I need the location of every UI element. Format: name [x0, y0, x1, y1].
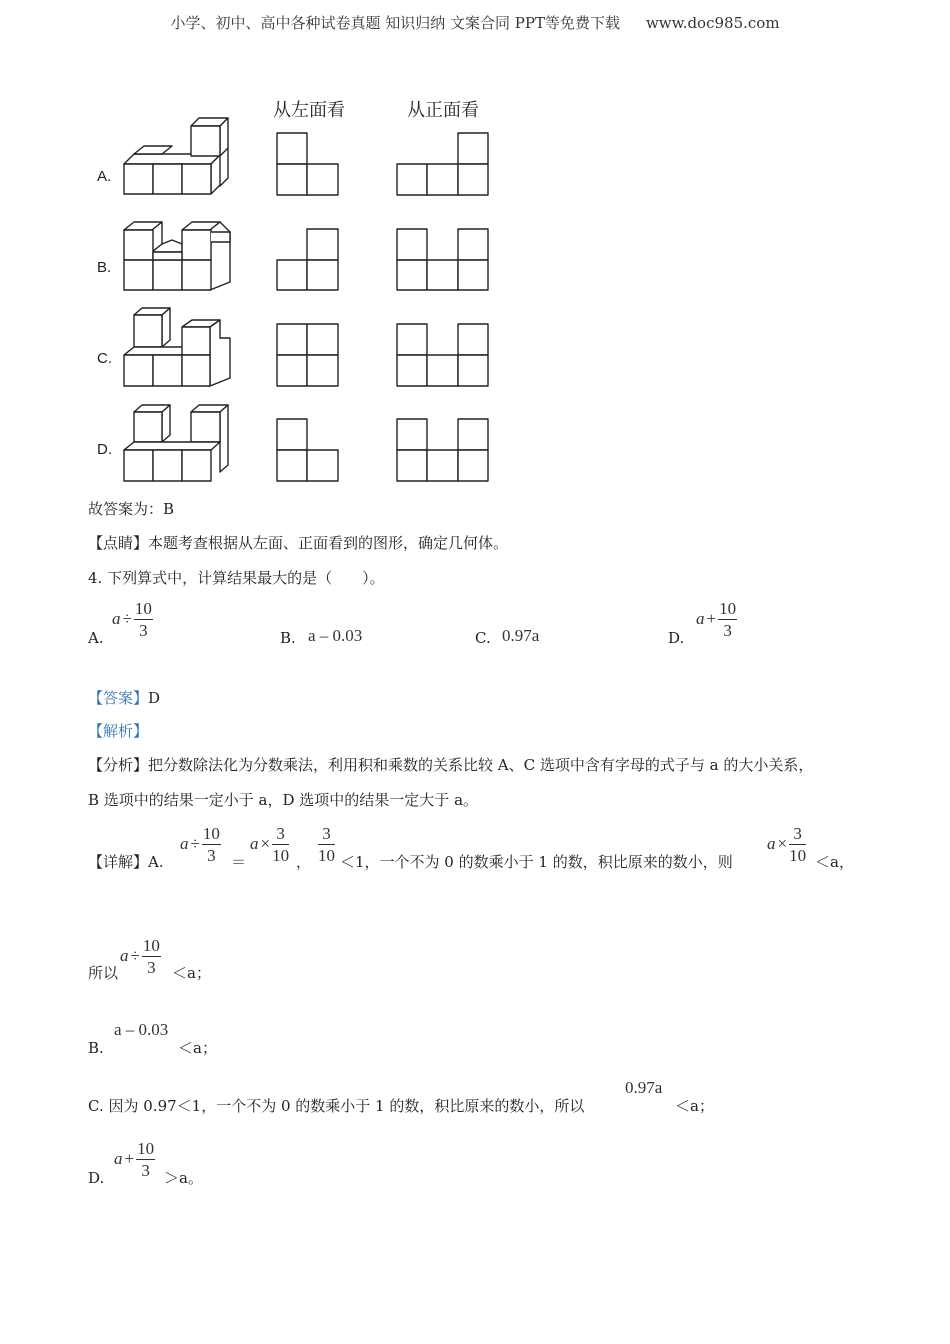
option-c-solid	[124, 308, 230, 386]
detail-a-expr2: a × $\frac{3}{10}$	[250, 824, 290, 865]
detail-c-expr: 0.97a	[625, 1078, 663, 1097]
detail-eq: ＝	[231, 853, 247, 871]
option-b-solid	[124, 222, 230, 290]
fig-option-a-label: A.	[97, 168, 112, 185]
col-front-view-heading: 从正面看	[407, 100, 479, 121]
q4-answer-line	[88, 688, 160, 708]
detail-comma: ，	[296, 853, 312, 871]
detail-a-reason: ＜1，一个不为 0 的数乘小于 1 的数，积比原来的数小，则	[340, 853, 733, 871]
analysis-tag: 【解析】	[88, 722, 149, 740]
q4-option-c-expr: 0.97a	[502, 626, 540, 645]
detail-c-lt-a: ＜a；	[675, 1097, 714, 1115]
option-b-left-view	[277, 229, 338, 290]
fig-option-b-label: B.	[97, 259, 112, 276]
detail-prefix: 【详解】A.	[88, 853, 164, 871]
q4-answer-value: D	[148, 689, 161, 707]
fig-option-d-label: D.	[97, 441, 112, 458]
q4-option-d-label: D.	[668, 629, 685, 647]
option-a-solid	[124, 118, 228, 194]
detail-suoyi: 所以	[88, 964, 119, 982]
header-title: 小学、初中、高中各种试卷真题 知识归纳 文案合同 PPT等免费下载	[170, 14, 620, 32]
option-a-front-view	[397, 133, 488, 195]
detail-frac-3-10: $\frac{3}{10}$	[318, 824, 335, 865]
option-d-left-view	[277, 419, 338, 481]
detail-d-label: D.	[88, 1169, 105, 1187]
option-b-front-view	[397, 229, 488, 290]
q3-dianjing: 【点睛】本题考查根据从左面、正面看到的图形，确定几何体。	[88, 534, 509, 552]
detail-b-expr: a – 0.03	[114, 1020, 169, 1039]
q4-option-a-label: A.	[88, 629, 104, 647]
cube-figure	[0, 0, 950, 500]
q4-option-c-label: C.	[475, 629, 491, 647]
option-d-solid	[124, 405, 228, 481]
q4-option-b-expr: a – 0.03	[308, 626, 363, 645]
q3-answer: 故答案为：B	[88, 500, 175, 518]
detail-b-lt-a: ＜a；	[178, 1039, 217, 1057]
fenxi-line-1: 【分析】把分数除法化为分数乘法，利用积和乘数的关系比较 A、C 选项中含有字母的式子与 a 的大小关系，	[88, 756, 814, 774]
q4-option-a-expr: a ÷ $\frac{10}{3}$	[112, 599, 152, 640]
detail-d-expr: a + $\frac{10}{3}$	[114, 1139, 155, 1180]
detail-a-expr1: a ÷ $\frac{10}{3}$	[180, 824, 220, 865]
detail-a-expr3: a × $\frac{3}{10}$	[767, 824, 807, 865]
answer-tag: 【答案】	[88, 689, 149, 707]
col-left-view-heading: 从左面看	[273, 100, 345, 121]
fenxi-line-2: B 选项中的结果一定小于 a，D 选项中的结果一定大于 a。	[88, 791, 479, 809]
detail-suoyi-expr: a ÷ $\frac{10}{3}$	[120, 936, 160, 977]
header-url[interactable]: www.doc985.com	[645, 14, 780, 32]
detail-c-line: C. 因为 0.97＜1，一个不为 0 的数乘小于 1 的数，积比原来的数小，所以	[88, 1097, 585, 1115]
fig-option-c-label: C.	[97, 350, 112, 367]
option-d-front-view	[397, 419, 488, 481]
option-c-front-view	[397, 324, 488, 386]
detail-d-gt-a: ＞a。	[164, 1169, 203, 1187]
q4-option-d-expr: a + $\frac{10}{3}$	[696, 599, 737, 640]
option-a-left-view	[277, 133, 338, 195]
detail-b-label: B.	[88, 1039, 104, 1057]
q4-option-b-label: B.	[280, 629, 296, 647]
option-c-left-view	[277, 324, 338, 386]
detail-a-lt-a: ＜a，	[815, 853, 854, 871]
q4-stem: 4. 下列算式中，计算结果最大的是（ ）。	[88, 569, 385, 587]
detail-suoyi-lt-a: ＜a；	[172, 964, 211, 982]
